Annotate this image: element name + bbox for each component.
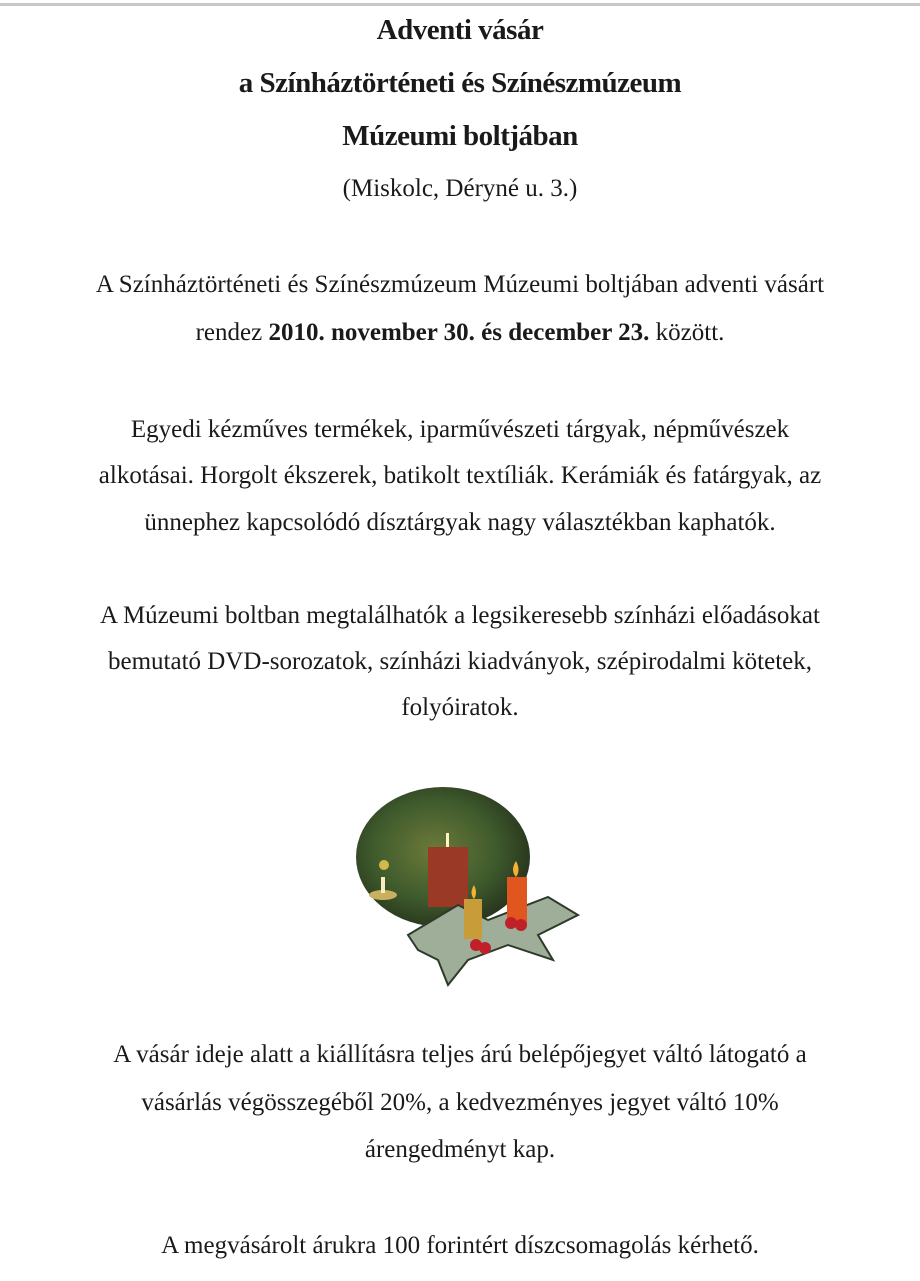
para3-line2: bemutató DVD-sorozatok, színházi kiadványok, szépirodalmi kötetek, xyxy=(108,648,812,675)
para1-line1: A Színháztörténeti és Színészmúzeum Múzeumi boltjában adventi vásárt xyxy=(95,271,825,298)
page-subtitle: a Színháztörténeti és Színészmúzeum xyxy=(238,67,682,99)
para4-line1: A vásár ideje alatt a kiállításra teljes árú belépőjegyet váltó látogató a xyxy=(113,1041,807,1068)
date-range: 2010. november 30. és december 23. xyxy=(268,319,650,346)
para3-line3: folyóiratok. xyxy=(401,694,519,721)
para5-line1: A megvásárolt árukra 100 forintért díszcsomagolás kérhető. xyxy=(161,1232,759,1259)
para4-line3: árengedményt kap. xyxy=(364,1136,556,1163)
page-title: Adventi vásár xyxy=(376,14,544,46)
text: rendez xyxy=(195,319,269,346)
para1-line2 xyxy=(0,318,920,348)
para3-line1: A Múzeumi boltban megtalálhatók a legsikeresebb színházi előadásokat xyxy=(100,602,820,629)
page-subtitle-2: Múzeumi boltjában xyxy=(342,120,578,152)
address: (Miskolc, Déryné u. 3.) xyxy=(342,175,578,202)
advent-candles-holly-icon xyxy=(348,785,583,990)
para4-line2: vásárlás végösszegéből 20%, a kedvezményes jegyet váltó 10% xyxy=(141,1089,779,1116)
para2-line2: alkotásai. Horgolt ékszerek, batikolt textíliák. Kerámiák és fatárgyak, az xyxy=(98,462,822,489)
top-divider xyxy=(0,3,920,6)
para2-line1: Egyedi kézműves termékek, iparművészeti tárgyak, népművészek xyxy=(130,416,790,443)
para2-line3: ünnephez kapcsolódó dísztárgyak nagy választékban kaphatók. xyxy=(144,509,776,536)
text: között. xyxy=(649,319,725,346)
